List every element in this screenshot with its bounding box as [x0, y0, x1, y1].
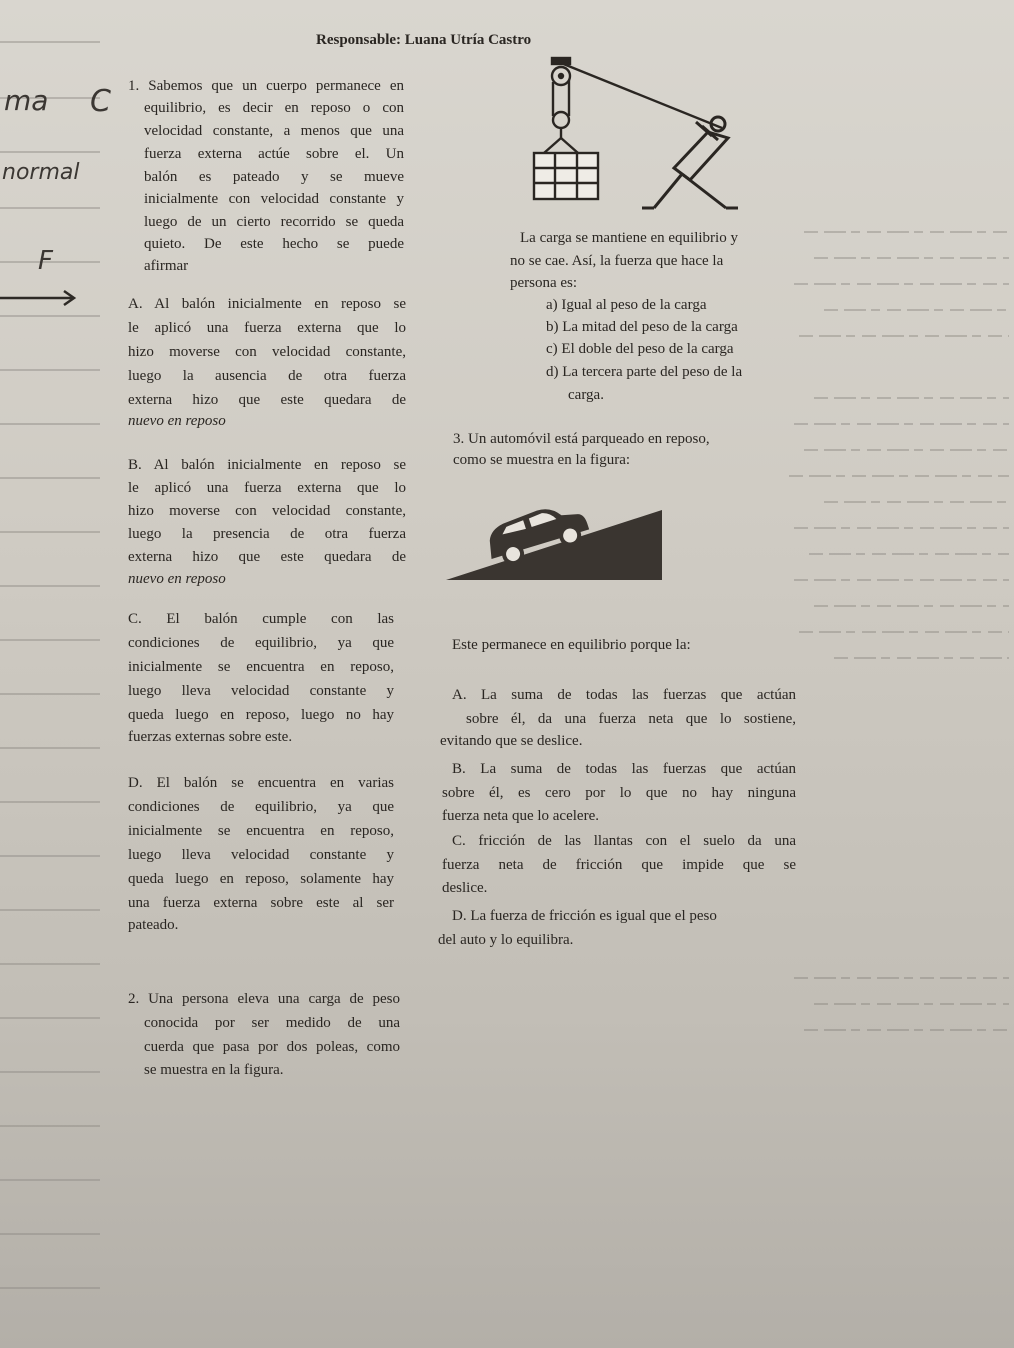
q2-option: b) La mitad del peso de la carga: [546, 319, 738, 335]
q2-stem-line: 2. Una persona eleva una carga de peso: [128, 991, 400, 1007]
q1-option-d: luego lleva velocidad constante y: [128, 847, 394, 863]
margin-note: F: [38, 246, 53, 276]
q1-option-c: inicialmente se encuentra en reposo,: [128, 659, 394, 675]
q1-stem-line: fuerza externa actúe sobre el. Un: [144, 146, 404, 162]
q2-option: c) El doble del peso de la carga: [546, 341, 734, 357]
q1-option-a: nuevo en reposo: [128, 413, 226, 429]
pulley-figure: [522, 58, 762, 223]
q1-stem-line: inicialmente con velocidad constante y: [144, 191, 404, 207]
arrow-icon: [0, 288, 80, 308]
margin-note: ma: [4, 84, 49, 117]
q1-option-a: A. Al balón inicialmente en reposo se: [128, 296, 406, 312]
q3-option-d: D. La fuerza de fricción es igual que el peso: [452, 908, 717, 924]
q1-option-b: luego la presencia de otra fuerza: [128, 526, 406, 542]
load-icon: [534, 153, 598, 199]
q2-option: carga.: [568, 387, 604, 403]
q1-stem-line: equilibrio, es decir en reposo o con: [144, 100, 404, 116]
q3-lead: Este permanece en equilibrio porque la:: [452, 637, 691, 653]
q1-option-b: nuevo en reposo: [128, 571, 226, 587]
q1-option-d: pateado.: [128, 917, 179, 933]
q1-option-a: luego la ausencia de otra fuerza: [128, 368, 406, 384]
bleed-through-texture: [784, 0, 1014, 1348]
q1-option-b: externa hizo que este quedara de: [128, 549, 406, 565]
q2-stem-line: cuerda que pasa por dos poleas, como: [144, 1039, 400, 1055]
q1-option-d: D. El balón se encuentra en varias: [128, 775, 394, 791]
q1-option-b: B. Al balón inicialmente en reposo se: [128, 457, 406, 473]
q2-option: a) Igual al peso de la carga: [546, 297, 707, 313]
lower-pulley-icon: [553, 112, 569, 128]
q3-stem-line: como se muestra en la figura:: [453, 452, 631, 468]
q2-option: d) La tercera parte del peso de la: [546, 364, 743, 380]
q1-option-c: queda luego en reposo, luego no hay: [128, 707, 394, 723]
notebook-lines: [0, 0, 110, 1348]
q1-option-b: le aplicó una fuerza externa que lo: [128, 480, 406, 496]
q1-stem-line: quieto. De este hecho se puede: [144, 236, 404, 252]
q3-option-d: del auto y lo equilibra.: [438, 932, 574, 948]
q2-caption: persona es:: [510, 275, 578, 291]
q2-stem-line: se muestra en la figura.: [144, 1062, 284, 1078]
q3-option-c: C. fricción de las llantas con el suelo da una: [452, 833, 796, 849]
q2-caption: La carga se mantiene en equilibrio y: [520, 230, 738, 246]
page-title: Responsable: Luana Utría Castro: [316, 32, 532, 48]
q2-caption: no se cae. Así, la fuerza que hace la: [510, 253, 724, 269]
person-pulling-icon: [642, 117, 738, 208]
q1-option-c: condiciones de equilibrio, ya que: [128, 635, 394, 651]
q1-option-b: hizo moverse con velocidad constante,: [128, 503, 406, 519]
q3-stem-line: 3. Un automóvil está parqueado en reposo,: [453, 431, 710, 447]
margin-note: normal: [2, 160, 80, 185]
q1-option-c: fuerzas externas sobre este.: [128, 729, 293, 745]
q1-option-d: queda luego en reposo, solamente hay: [128, 871, 394, 887]
q3-option-b: sobre él, es cero por lo que no hay ninguna: [442, 785, 796, 801]
q1-option-d: condiciones de equilibrio, ya que: [128, 799, 394, 815]
margin-note: C: [90, 84, 111, 119]
q3-option-a: evitando que se deslice.: [440, 733, 583, 749]
q1-option-c: luego lleva velocidad constante y: [128, 683, 394, 699]
q1-stem-line: afirmar: [144, 258, 189, 274]
q1-stem-line: luego de un cierto recorrido se queda: [144, 214, 404, 230]
q3-option-b: B. La suma de todas las fuerzas que actúan: [452, 761, 796, 777]
q2-stem-line: conocida por ser medido de una: [144, 1015, 400, 1031]
car-on-incline-figure: [446, 494, 662, 582]
q3-option-a: A. La suma de todas las fuerzas que actúan: [452, 687, 796, 703]
q1-stem-line: balón es pateado y se mueve: [144, 169, 404, 185]
q1-option-a: externa hizo que este quedara de: [128, 392, 406, 408]
q1-option-d: una fuerza externa sobre este al ser: [128, 895, 394, 911]
q3-option-a: sobre él, da una fuerza neta que lo sostiene,: [466, 711, 796, 727]
q1-stem-line: velocidad constante, a menos que una: [144, 123, 404, 139]
q1-option-a: hizo moverse con velocidad constante,: [128, 344, 406, 360]
q1-option-d: inicialmente se encuentra en reposo,: [128, 823, 394, 839]
q3-option-b: fuerza neta que lo acelere.: [442, 808, 599, 824]
q1-option-c: C. El balón cumple con las: [128, 611, 394, 627]
q1-option-a: le aplicó una fuerza externa que lo: [128, 320, 406, 336]
q1-stem-line: 1. Sabemos que un cuerpo permanece en: [128, 78, 404, 94]
q3-option-c: fuerza neta de fricción que impide que se: [442, 857, 796, 873]
q3-option-c: deslice.: [442, 880, 488, 896]
